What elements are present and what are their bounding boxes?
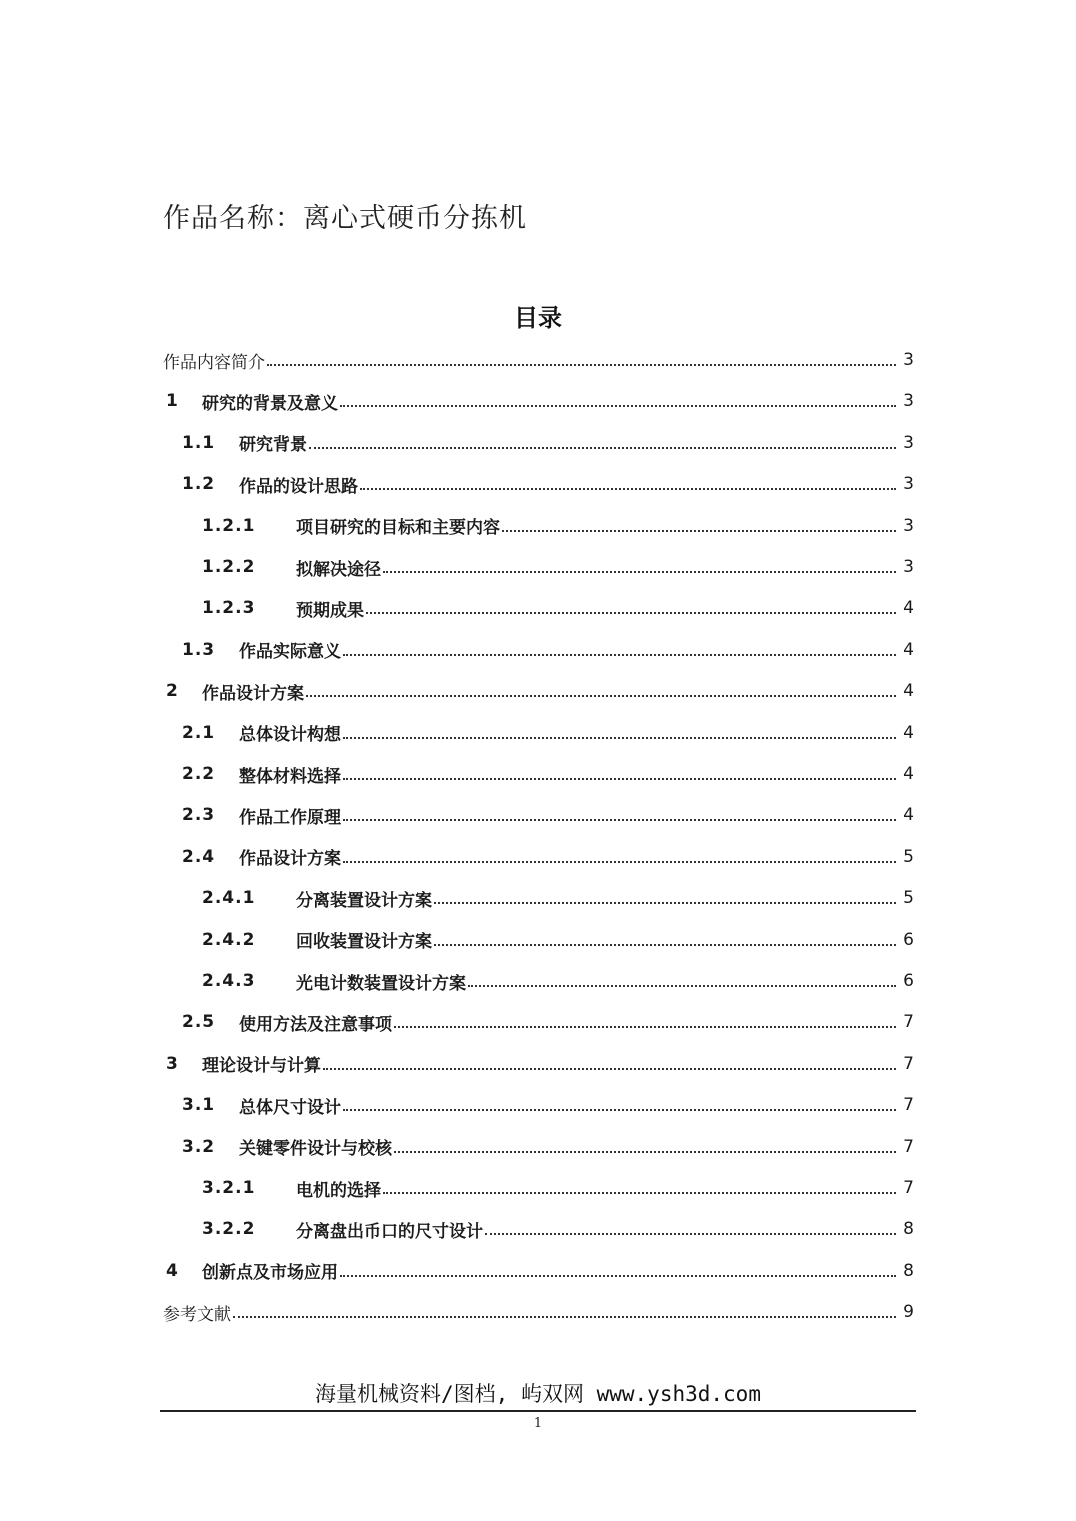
toc-entry-number: 3.2	[182, 1136, 216, 1157]
toc-entry[interactable]	[163, 506, 914, 546]
toc-entry-title: 研究背景	[239, 435, 307, 456]
toc-dot-leader	[360, 488, 896, 490]
toc-entry-number: 3.2.1	[202, 1178, 256, 1198]
toc-entry[interactable]	[163, 547, 914, 587]
toc-entry-page: 4	[903, 722, 914, 743]
toc-entry-title: 分离装置设计方案	[296, 890, 432, 911]
toc-dot-leader	[485, 1233, 896, 1235]
toc-entry-title: 项目研究的目标和主要内容	[296, 518, 500, 539]
toc-entry[interactable]	[163, 795, 914, 835]
toc-entry-title: 整体材料选择	[239, 766, 341, 787]
toc-entry-title: 参考文献	[163, 1304, 231, 1325]
toc-entry-number: 4	[166, 1260, 179, 1281]
toc-entry-page: 4	[903, 598, 914, 619]
toc-entry[interactable]	[163, 961, 914, 1001]
toc-entry-number: 1	[166, 391, 179, 412]
toc-entry-number: 3.2.2	[202, 1219, 256, 1240]
toc-entry-page: 5	[903, 846, 914, 867]
toc-entry-number: 2.1	[182, 722, 216, 743]
toc-dot-leader	[383, 571, 896, 573]
toc-dot-leader	[394, 1026, 896, 1028]
toc-entry-page: 4	[903, 681, 914, 702]
toc-entry[interactable]	[163, 1168, 914, 1208]
toc-entry-number: 2.3	[182, 805, 216, 826]
toc-dot-leader	[323, 1068, 896, 1070]
toc-entry-number: 1.2	[182, 474, 216, 495]
toc-entry-number: 1.2.2	[202, 557, 256, 577]
toc-entry[interactable]	[163, 920, 914, 960]
toc-entry-page: 6	[903, 971, 914, 991]
toc-entry[interactable]	[163, 1209, 914, 1249]
toc-entry-title: 创新点及市场应用	[202, 1263, 338, 1284]
footer-watermark: 海量机械资料/图档, 屿双网 www.ysh3d.com	[315, 1382, 761, 1406]
toc-entry-number: 2.5	[182, 1012, 216, 1033]
toc-entry[interactable]	[163, 1127, 914, 1167]
toc-entry[interactable]	[163, 1292, 914, 1332]
toc-dot-leader	[343, 819, 896, 821]
toc-entry-page: 3	[903, 474, 914, 495]
toc-entry-number: 1.2.3	[202, 598, 256, 619]
toc-entry-page: 7	[903, 1095, 914, 1116]
toc-entry-title: 理论设计与计算	[202, 1056, 321, 1077]
toc-entry[interactable]	[163, 423, 914, 463]
toc-dot-leader	[343, 654, 896, 656]
toc-entry[interactable]	[163, 1085, 914, 1125]
toc-entry-page: 3	[903, 391, 914, 412]
toc-entry-number: 1.1	[182, 432, 216, 453]
toc-entry[interactable]	[163, 1002, 914, 1042]
toc-dot-leader	[343, 737, 896, 739]
toc-entry[interactable]	[163, 588, 914, 628]
toc-dot-leader	[502, 530, 896, 532]
toc-entry-number: 2.4	[182, 846, 216, 867]
toc-entry-title: 使用方法及注意事项	[239, 1014, 392, 1035]
toc-entry-title: 研究的背景及意义	[202, 393, 338, 414]
toc-dot-leader	[343, 1109, 896, 1111]
toc-entry-number: 1.2.1	[202, 515, 256, 536]
toc-entry-title: 作品设计方案	[202, 683, 304, 704]
toc-dot-leader	[343, 778, 896, 780]
toc-entry-number: 3.1	[182, 1095, 216, 1116]
toc-entry[interactable]	[163, 340, 914, 380]
toc-entry-page: 7	[903, 1136, 914, 1157]
toc-entry-page: 7	[903, 1012, 914, 1033]
toc-entry[interactable]	[163, 754, 914, 794]
toc-entry[interactable]	[163, 878, 914, 918]
toc-entry-title: 分离盘出币口的尺寸设计	[296, 1221, 483, 1242]
toc-dot-leader	[340, 1275, 896, 1277]
toc-dot-leader	[343, 861, 896, 863]
toc-entry-number: 1.3	[182, 639, 216, 660]
toc-entry-title: 作品设计方案	[239, 849, 341, 870]
toc-entry[interactable]	[163, 1251, 914, 1291]
toc-entry-page: 9	[903, 1302, 914, 1323]
toc-entry[interactable]	[163, 671, 914, 711]
toc-entry-page: 4	[903, 639, 914, 660]
toc-entry-title: 预期成果	[296, 600, 364, 621]
toc-entry[interactable]	[163, 1044, 914, 1084]
toc-entry[interactable]	[163, 381, 914, 421]
toc-entry[interactable]	[163, 464, 914, 504]
toc-entry-title: 回收装置设计方案	[296, 932, 432, 953]
toc-dot-leader	[267, 364, 896, 366]
toc-entry-title: 作品实际意义	[239, 642, 341, 663]
toc-entry-page: 3	[903, 432, 914, 453]
toc-entry-number: 2	[166, 681, 179, 702]
toc-entry[interactable]	[163, 713, 914, 753]
toc-entry-page: 7	[903, 1053, 914, 1074]
toc-entry-page: 4	[903, 805, 914, 826]
toc-entry[interactable]	[163, 630, 914, 670]
toc-entry-title: 作品内容简介	[163, 352, 265, 373]
toc-entry-title: 总体尺寸设计	[239, 1097, 341, 1118]
toc-entry-page: 8	[903, 1260, 914, 1281]
toc-dot-leader	[309, 447, 896, 449]
toc-entry-title: 电机的选择	[296, 1180, 381, 1201]
toc-entry-page: 3	[903, 557, 914, 577]
toc-entry-number: 2.4.2	[202, 929, 256, 950]
toc-entry-page: 6	[903, 929, 914, 950]
toc-entry-page: 5	[903, 888, 914, 909]
toc-dot-leader	[366, 612, 896, 614]
toc-entry-title: 总体设计构想	[239, 725, 341, 746]
toc-entry-number: 3	[166, 1053, 179, 1074]
toc-entry-title: 拟解决途径	[296, 559, 381, 580]
toc-entry-page: 7	[903, 1178, 914, 1198]
toc-entry-title: 光电计数装置设计方案	[296, 973, 466, 994]
toc-heading: 目录	[514, 304, 562, 332]
toc-entry-number: 2.4.3	[202, 971, 256, 991]
toc-entry[interactable]	[163, 837, 914, 877]
work-title: 作品名称：离心式硬币分拣机	[163, 203, 527, 234]
toc-entry-title: 作品工作原理	[239, 807, 341, 828]
toc-dot-leader	[434, 902, 896, 904]
toc-entry-page: 3	[903, 515, 914, 536]
toc-entry-title: 作品的设计思路	[239, 476, 358, 497]
toc-dot-leader	[383, 1192, 896, 1194]
toc-dot-leader	[394, 1151, 896, 1153]
toc-entry-page: 8	[903, 1219, 914, 1240]
toc-entry-page: 4	[903, 764, 914, 784]
toc-entry-number: 2.4.1	[202, 888, 256, 909]
footer-divider	[160, 1410, 916, 1412]
page-number: 1	[533, 1416, 543, 1431]
toc-dot-leader	[340, 405, 896, 407]
toc-entry-title: 关键零件设计与校核	[239, 1139, 392, 1160]
toc-entry-page: 3	[903, 350, 914, 370]
toc-dot-leader	[233, 1316, 896, 1318]
toc-dot-leader	[468, 985, 896, 987]
toc-dot-leader	[434, 944, 896, 946]
toc-entry-number: 2.2	[182, 764, 216, 784]
toc-dot-leader	[306, 695, 896, 697]
